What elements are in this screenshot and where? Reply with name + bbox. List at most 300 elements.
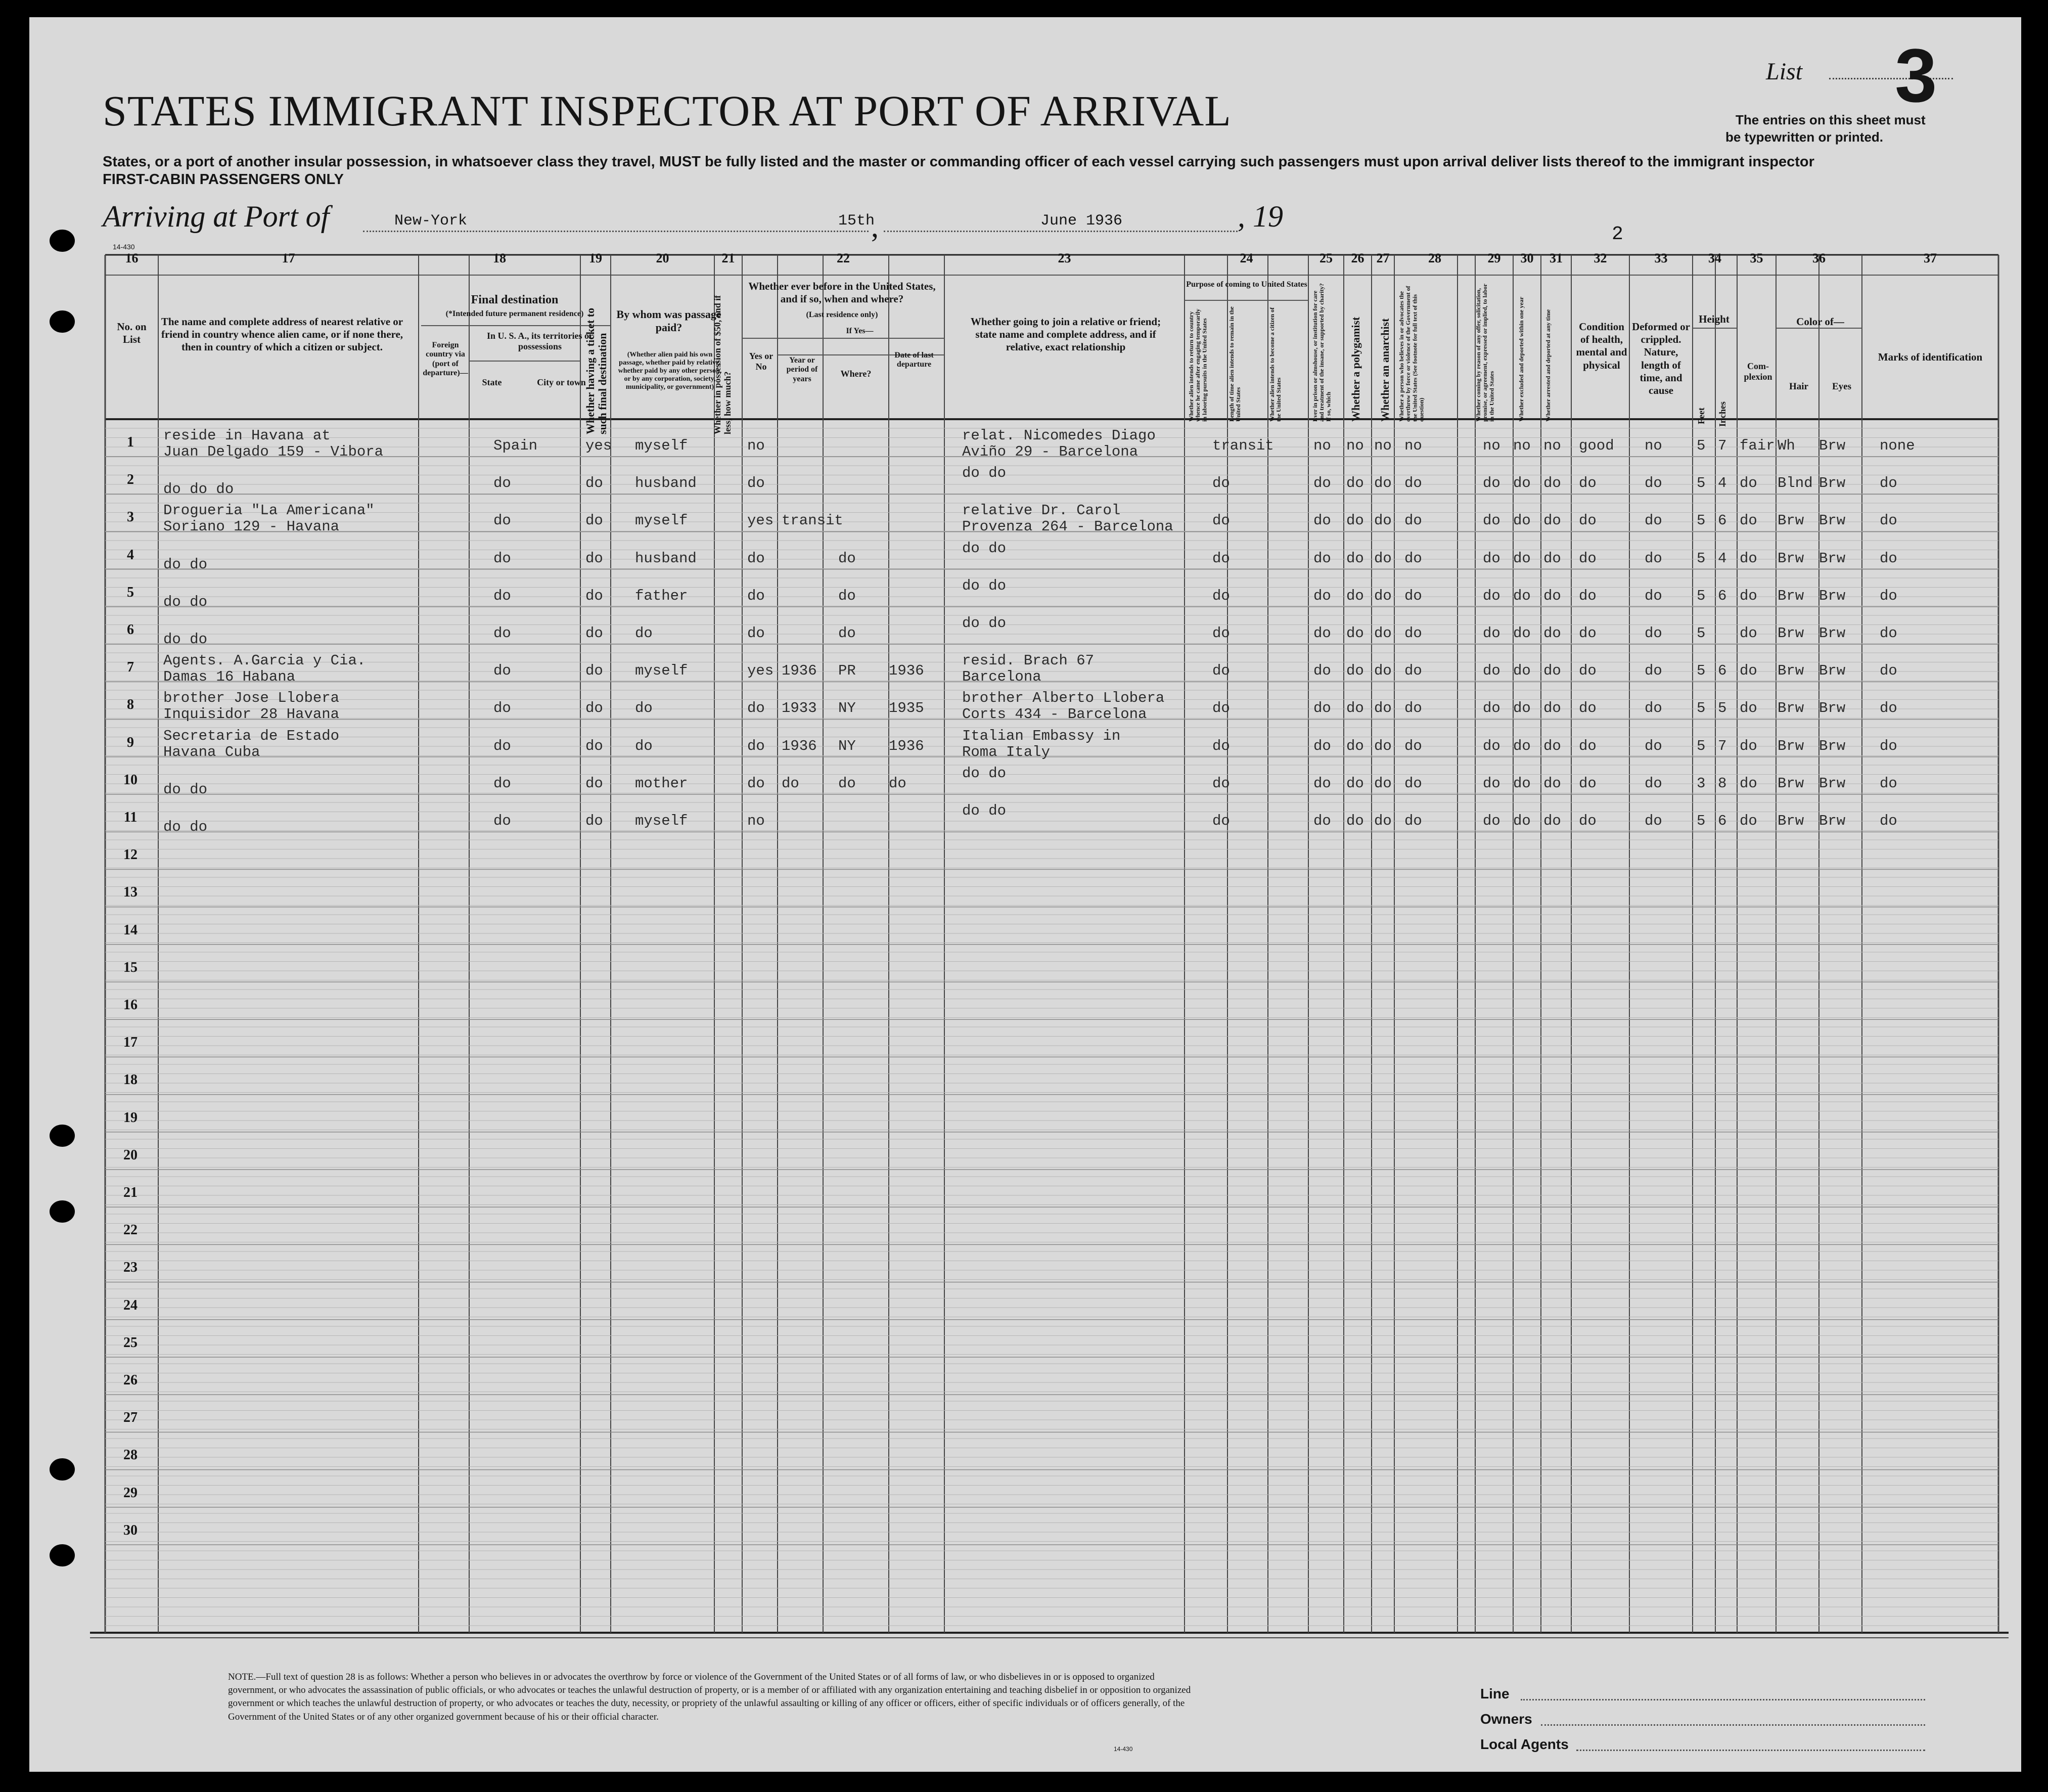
entry-deformed: do — [1645, 700, 1662, 717]
entry-before: do — [747, 587, 765, 604]
entry-deformed: do — [1645, 662, 1662, 680]
entry-ticket: do — [585, 550, 603, 567]
column-number: 22 — [837, 251, 850, 265]
entry-before: do — [747, 700, 765, 717]
column-number: 17 — [282, 251, 295, 265]
entry-health: do — [1579, 512, 1597, 529]
row-number: 6 — [127, 622, 134, 638]
entry-deformed: do — [1645, 512, 1662, 529]
header-city: City or town — [537, 377, 586, 387]
entry-c31: no — [1543, 437, 1561, 454]
entry-health: do — [1579, 587, 1597, 604]
entry-eyes: Brw — [1819, 737, 1846, 754]
entry-marks: do — [1880, 587, 1897, 604]
entry-deformed: do — [1645, 775, 1662, 792]
entry-p24: do — [1212, 775, 1230, 792]
entry-inches: 7 — [1718, 437, 1727, 454]
entry-c26: do — [1346, 587, 1364, 604]
column-number: 20 — [656, 251, 669, 265]
column-number: 16 — [125, 251, 139, 265]
entry-c25: do — [1313, 587, 1331, 604]
entry-c31: do — [1543, 700, 1561, 717]
entry-where: NY — [838, 737, 856, 754]
header-overthrow: Whether a person who believes in or advocates the overthrow by force or violence of the Government of the United States (See footnote for full text of this question) — [1398, 286, 1425, 422]
entry-rel2: do do do — [163, 481, 234, 498]
column-number: 35 — [1750, 251, 1763, 265]
header-no-on-list: No. on List — [117, 321, 147, 346]
entry-c30: do — [1513, 662, 1531, 680]
header-passage-paid-sub: (Whether alien paid his own passage, whether paid by relative, whether paid by any other person, or by any corporation, society, municipality, or government) — [618, 351, 722, 391]
entry-c26: do — [1346, 475, 1364, 492]
header-foreign-country: Foreign country via (port of departure)— — [423, 341, 468, 378]
entry-inches: 5 — [1718, 700, 1727, 717]
row-number: 3 — [127, 509, 134, 525]
entry-c25: do — [1313, 475, 1331, 492]
entry-c30: do — [1513, 813, 1531, 829]
row-number: 18 — [123, 1072, 138, 1088]
entry-rel2: do do — [163, 819, 208, 835]
entry-c26: do — [1346, 813, 1364, 829]
entry-c28: do — [1404, 587, 1422, 604]
arrival-day: 15th — [838, 212, 875, 230]
entry-p24: transit — [1212, 437, 1274, 454]
entry-c31: do — [1543, 737, 1561, 754]
entry-before: do — [747, 625, 765, 642]
form-instructions: States, or a port of another insular possession, in whatsoever class they travel, MUST be fully listed and the master or commanding officer of each vessel carrying such passengers must upon arrival deliver lists thereof to the immigrant inspector — [103, 154, 1814, 170]
entry-c27: do — [1374, 700, 1392, 717]
entry-p24: do — [1212, 512, 1230, 529]
entry-hair: Brw — [1778, 813, 1804, 829]
row-number: 30 — [123, 1522, 138, 1538]
entry-marks: do — [1880, 625, 1897, 642]
entry-inches: 8 — [1718, 775, 1727, 792]
entry-c29: do — [1483, 813, 1500, 829]
header-color-of: Color of— — [1796, 316, 1844, 328]
entry-foreign: do — [493, 775, 511, 792]
footer-line-field — [1521, 1699, 1925, 1700]
entry-rel2: Inquisidor 28 Havana — [163, 706, 340, 723]
entry-feet: 5 — [1697, 737, 1706, 754]
entry-deformed: do — [1645, 737, 1662, 754]
column-number: 29 — [1487, 251, 1501, 265]
entry-feet: 3 — [1697, 775, 1706, 792]
entry-where: do — [838, 587, 856, 604]
header-prison: Ever in prison or almshouse, or institution for care and treatment of the insane, or supported by charity? If so, which — [1311, 283, 1332, 422]
entry-feet: 5 — [1697, 587, 1706, 604]
entry-hair: Brw — [1778, 550, 1804, 567]
row-number: 15 — [123, 959, 138, 975]
column-number: 26 — [1351, 251, 1364, 265]
entry-ticket: yes — [585, 437, 612, 454]
entry-rel1: Drogueria "La Americana" — [163, 502, 375, 519]
entry-deformed: do — [1645, 550, 1662, 567]
header-year: Year or period of years — [786, 356, 818, 383]
header-inches: Inches — [1717, 401, 1727, 427]
row-number: 28 — [123, 1447, 138, 1463]
list-note: be typewritten or printed. — [1725, 129, 1884, 145]
row-number: 19 — [123, 1109, 138, 1126]
entry-foreign: do — [493, 662, 511, 680]
entry-health: good — [1579, 437, 1614, 454]
arriving-label: Arriving at Port of — [103, 200, 330, 233]
entry-join1: relative Dr. Carol — [962, 502, 1121, 519]
entry-health: do — [1579, 813, 1597, 829]
header-yes-no: Yes or No — [749, 351, 773, 372]
entry-where: PR — [838, 662, 856, 680]
entry-c31: do — [1543, 475, 1561, 492]
entry-c31: do — [1543, 550, 1561, 567]
entry-complexion: do — [1740, 475, 1757, 492]
entry-c27: do — [1374, 550, 1392, 567]
row-number: 8 — [127, 697, 134, 713]
entry-foreign: do — [493, 587, 511, 604]
header-polygamist: Whether a polygamist — [1349, 317, 1362, 422]
entry-c28: no — [1404, 437, 1422, 454]
entry-c25: do — [1313, 813, 1331, 829]
entry-health: do — [1579, 775, 1597, 792]
entry-rel1: reside in Havana at — [163, 427, 331, 444]
entry-c29: no — [1483, 437, 1500, 454]
entry-yr: 1936 — [782, 662, 817, 680]
row-number: 17 — [123, 1035, 138, 1051]
entry-complexion: do — [1740, 550, 1757, 567]
entry-c27: do — [1374, 512, 1392, 529]
entry-ticket: do — [585, 625, 603, 642]
note-form-code: 14-430 — [1114, 1745, 1133, 1753]
entry-rel1: brother Jose Llobera — [163, 690, 340, 707]
header-where: Where? — [840, 369, 872, 379]
entry-p24: do — [1212, 813, 1230, 829]
entry-c27: do — [1374, 737, 1392, 754]
column-number: 18 — [493, 251, 506, 265]
entry-inches: 6 — [1718, 662, 1727, 680]
comma: , — [871, 210, 879, 243]
entry-paid: do — [635, 737, 653, 754]
row-number: 27 — [123, 1410, 138, 1426]
entry-before: no — [747, 813, 765, 829]
entry-join1: do do — [962, 765, 1007, 782]
column-number: 30 — [1520, 251, 1534, 265]
entry-c28: do — [1404, 550, 1422, 567]
entry-marks: do — [1880, 775, 1897, 792]
entry-c26: do — [1346, 550, 1364, 567]
row-number: 7 — [127, 659, 134, 676]
footer-owners-field — [1541, 1724, 1925, 1726]
row-number: 25 — [123, 1334, 138, 1351]
row-number: 10 — [123, 772, 138, 788]
entry-hair: Brw — [1778, 737, 1804, 754]
row-number: 9 — [127, 734, 134, 750]
entry-foreign: do — [493, 813, 511, 829]
entry-ticket: do — [585, 662, 603, 680]
entry-hair: Brw — [1778, 775, 1804, 792]
entry-ticket: do — [585, 737, 603, 754]
entry-c29: do — [1483, 587, 1500, 604]
entry-c30: do — [1513, 512, 1531, 529]
entry-join1: brother Alberto Llobera — [962, 690, 1165, 707]
entry-c30: do — [1513, 475, 1531, 492]
entry-c25: do — [1313, 775, 1331, 792]
entry-yr: transit — [782, 512, 843, 529]
form-title: STATES IMMIGRANT INSPECTOR AT PORT OF ARRIVAL — [103, 86, 1232, 135]
entry-c27: do — [1374, 662, 1392, 680]
entry-feet: 5 — [1697, 437, 1706, 454]
entry-inches: 4 — [1718, 475, 1727, 492]
entry-paid: myself — [635, 662, 688, 680]
entry-marks: do — [1880, 512, 1897, 529]
entry-c26: do — [1346, 512, 1364, 529]
entry-marks: do — [1880, 737, 1897, 754]
column-number: 31 — [1550, 251, 1563, 265]
header-purpose-length: Length of time alien intends to remain in the United States — [1228, 306, 1242, 422]
entry-deformed: no — [1645, 437, 1662, 454]
entry-foreign: do — [493, 512, 511, 529]
entry-c26: do — [1346, 737, 1364, 754]
entry-before: do — [747, 737, 765, 754]
header-relative-address: The name and complete address of nearest relative or friend in country whence alien came, or if none there, then in country of which a citizen or subject. — [161, 316, 403, 353]
entry-c25: do — [1313, 550, 1331, 567]
entry-p24: do — [1212, 737, 1230, 754]
entry-c30: do — [1513, 700, 1531, 717]
entry-c30: do — [1513, 737, 1531, 754]
entry-p24: do — [1212, 550, 1230, 567]
entry-rel2: Soriano 129 - Havana — [163, 518, 340, 535]
entry-c26: no — [1346, 437, 1364, 454]
header-eyes: Eyes — [1832, 381, 1851, 392]
entry-c28: do — [1404, 662, 1422, 680]
entry-inches: 6 — [1718, 587, 1727, 604]
entry-foreign: Spain — [493, 437, 538, 454]
entry-deformed: do — [1645, 587, 1662, 604]
entry-hair: Brw — [1778, 662, 1804, 680]
entry-marks: do — [1880, 475, 1897, 492]
entry-c30: do — [1513, 550, 1531, 567]
entry-deformed: do — [1645, 475, 1662, 492]
entry-foreign: do — [493, 475, 511, 492]
entry-hair: Brw — [1778, 512, 1804, 529]
entry-c26: do — [1346, 700, 1364, 717]
entry-where: do — [838, 625, 856, 642]
entry-c25: do — [1313, 737, 1331, 754]
entry-p24: do — [1212, 587, 1230, 604]
handwritten-mark: 2 — [1612, 223, 1623, 245]
column-number: 33 — [1654, 251, 1668, 265]
column-number: 19 — [589, 251, 602, 265]
entry-foreign: do — [493, 700, 511, 717]
entry-eyes: Brw — [1819, 512, 1846, 529]
entry-complexion: do — [1740, 662, 1757, 680]
entry-date: do — [889, 775, 906, 792]
entry-paid: husband — [635, 550, 697, 567]
entry-c27: do — [1374, 475, 1392, 492]
entry-inches: 7 — [1718, 737, 1727, 754]
entry-c26: do — [1346, 625, 1364, 642]
row-number: 21 — [123, 1185, 138, 1200]
row-number: 20 — [123, 1147, 138, 1163]
row-number: 2 — [127, 472, 134, 488]
entry-ticket: do — [585, 775, 603, 792]
entry-c27: no — [1374, 437, 1392, 454]
entry-before: no — [747, 437, 765, 454]
entry-rel2: do do — [163, 593, 208, 610]
header-health: Condition of health, mental and physical — [1576, 321, 1627, 371]
entry-marks: do — [1880, 813, 1897, 829]
row-number: 4 — [127, 547, 134, 563]
row-number: 14 — [123, 922, 138, 938]
header-deported: Whether arrested and deported at any time — [1544, 309, 1552, 422]
entry-c29: do — [1483, 775, 1500, 792]
entry-join1: resid. Brach 67 — [962, 652, 1095, 669]
header-hair: Hair — [1789, 381, 1808, 392]
entry-health: do — [1579, 625, 1597, 642]
entry-paid: do — [635, 625, 653, 642]
entry-join1: do do — [962, 465, 1007, 482]
entry-health: do — [1579, 700, 1597, 717]
manifest-sheet — [29, 17, 2021, 1772]
entry-eyes: Brw — [1819, 587, 1846, 604]
entry-date: 1935 — [889, 700, 924, 717]
row-number: 11 — [123, 810, 138, 825]
entry-c26: do — [1346, 662, 1364, 680]
entry-c29: do — [1483, 512, 1500, 529]
entry-feet: 5 — [1697, 512, 1706, 529]
entry-c26: do — [1346, 775, 1364, 792]
entry-before: do — [747, 550, 765, 567]
header-labor-offer: Whether coming by reason of any offer, solicitation, promise, or agreement, expressed or implied, to labor in the United States — [1475, 284, 1495, 422]
entry-c28: do — [1404, 625, 1422, 642]
entry-inches: 6 — [1718, 813, 1727, 829]
entry-c31: do — [1543, 813, 1561, 829]
entry-eyes: Brw — [1819, 700, 1846, 717]
entry-feet: 5 — [1697, 625, 1706, 642]
row-number: 24 — [123, 1297, 138, 1313]
entry-before: do — [747, 475, 765, 492]
entry-rel2: Havana Cuba — [163, 743, 260, 760]
entry-c28: do — [1404, 737, 1422, 754]
column-number: 27 — [1376, 251, 1390, 265]
column-number: 34 — [1708, 251, 1721, 265]
entry-deformed: do — [1645, 813, 1662, 829]
entry-c29: do — [1483, 625, 1500, 642]
header-ever-before: Whether ever before in the United States, and if so, when and where? — [748, 280, 936, 305]
entry-c27: do — [1374, 813, 1392, 829]
entry-eyes: Brw — [1819, 437, 1846, 454]
entry-ticket: do — [585, 700, 603, 717]
entry-c28: do — [1404, 512, 1422, 529]
footer-agents-label: Local Agents — [1480, 1736, 1569, 1752]
list-note: The entries on this sheet must — [1736, 112, 1926, 127]
header-final-destination: Final destination — [471, 293, 559, 306]
arrival-year-prefix: , 19 — [1238, 200, 1283, 233]
entry-c25: do — [1313, 512, 1331, 529]
list-number: 3 — [1895, 33, 1937, 118]
entry-rel2: do do — [163, 556, 208, 573]
entry-join1: do do — [962, 540, 1007, 557]
entry-complexion: do — [1740, 775, 1757, 792]
entry-health: do — [1579, 550, 1597, 567]
header-anarchist: Whether an anarchist — [1379, 318, 1391, 422]
header-excluded: Whether excluded and deported within one year — [1518, 296, 1525, 422]
entry-join2: Barcelona — [962, 668, 1041, 686]
header-date-departure: Date of last departure — [894, 351, 934, 369]
entry-p24: do — [1212, 700, 1230, 717]
entry-c25: do — [1313, 662, 1331, 680]
entry-join1: Italian Embassy in — [962, 727, 1121, 744]
entry-complexion: do — [1740, 512, 1757, 529]
entry-complexion: do — [1740, 737, 1757, 754]
entry-paid: father — [635, 587, 688, 604]
entry-hair: Brw — [1778, 625, 1804, 642]
column-number: 24 — [1240, 251, 1253, 265]
entry-marks: do — [1880, 662, 1897, 680]
header-height: Height — [1699, 313, 1730, 325]
row-number: 23 — [123, 1260, 138, 1276]
footer-line-label: Line — [1480, 1686, 1510, 1701]
column-number: 21 — [721, 251, 735, 265]
entry-health: do — [1579, 475, 1597, 492]
entry-health: do — [1579, 662, 1597, 680]
entry-c30: do — [1513, 587, 1531, 604]
header-complexion: Com-plexion — [1744, 361, 1772, 382]
arrival-port: New-York — [394, 212, 468, 230]
entry-c28: do — [1404, 775, 1422, 792]
entry-paid: husband — [635, 475, 697, 492]
entry-eyes: Brw — [1819, 662, 1846, 680]
entry-c30: do — [1513, 625, 1531, 642]
entry-yr: 1933 — [782, 700, 817, 717]
entry-rel2: Damas 16 Habana — [163, 668, 296, 686]
header-fifty-dollars: Whether in possession of $50, and if less, how much? — [712, 295, 733, 434]
entry-join1: relat. Nicomedes Diago — [962, 427, 1156, 444]
entry-paid: myself — [635, 512, 688, 529]
entry-rel2: do do — [163, 631, 208, 648]
entry-complexion: do — [1740, 700, 1757, 717]
entry-marks: none — [1880, 437, 1915, 454]
row-number: 16 — [123, 997, 138, 1013]
entry-date: 1936 — [889, 737, 924, 754]
entry-c29: do — [1483, 550, 1500, 567]
entry-before: yes — [747, 662, 774, 680]
entry-c27: do — [1374, 587, 1392, 604]
entry-rel1: Secretaria de Estado — [163, 727, 340, 744]
header-usa: In U. S. A., its territories or possessions — [487, 331, 593, 351]
entry-c28: do — [1404, 700, 1422, 717]
entry-join2: Provenza 264 - Barcelona — [962, 518, 1173, 535]
entry-where: NY — [838, 700, 856, 717]
header-state: State — [482, 377, 502, 387]
column-number: 37 — [1924, 251, 1937, 265]
entry-p24: do — [1212, 625, 1230, 642]
entry-eyes: Brw — [1819, 550, 1846, 567]
entry-c25: do — [1313, 625, 1331, 642]
entry-join1: do do — [962, 577, 1007, 594]
entry-paid: mother — [635, 775, 688, 792]
entry-ticket: do — [585, 587, 603, 604]
arrival-month-year: June 1936 — [1040, 212, 1123, 230]
list-label: List — [1766, 58, 1803, 85]
entry-join2: Corts 434 - Barcelona — [962, 706, 1147, 723]
entry-c30: do — [1513, 775, 1531, 792]
entry-join1: do do — [962, 802, 1007, 819]
header-if-yes: If Yes— — [846, 327, 874, 335]
entry-c31: do — [1543, 662, 1561, 680]
row-number: 29 — [123, 1485, 138, 1501]
entry-feet: 5 — [1697, 475, 1706, 492]
entry-inches: 6 — [1718, 512, 1727, 529]
header-ever-before-sub: (Last residence only) — [806, 310, 878, 319]
entry-hair: Brw — [1778, 700, 1804, 717]
entry-ticket: do — [585, 813, 603, 829]
